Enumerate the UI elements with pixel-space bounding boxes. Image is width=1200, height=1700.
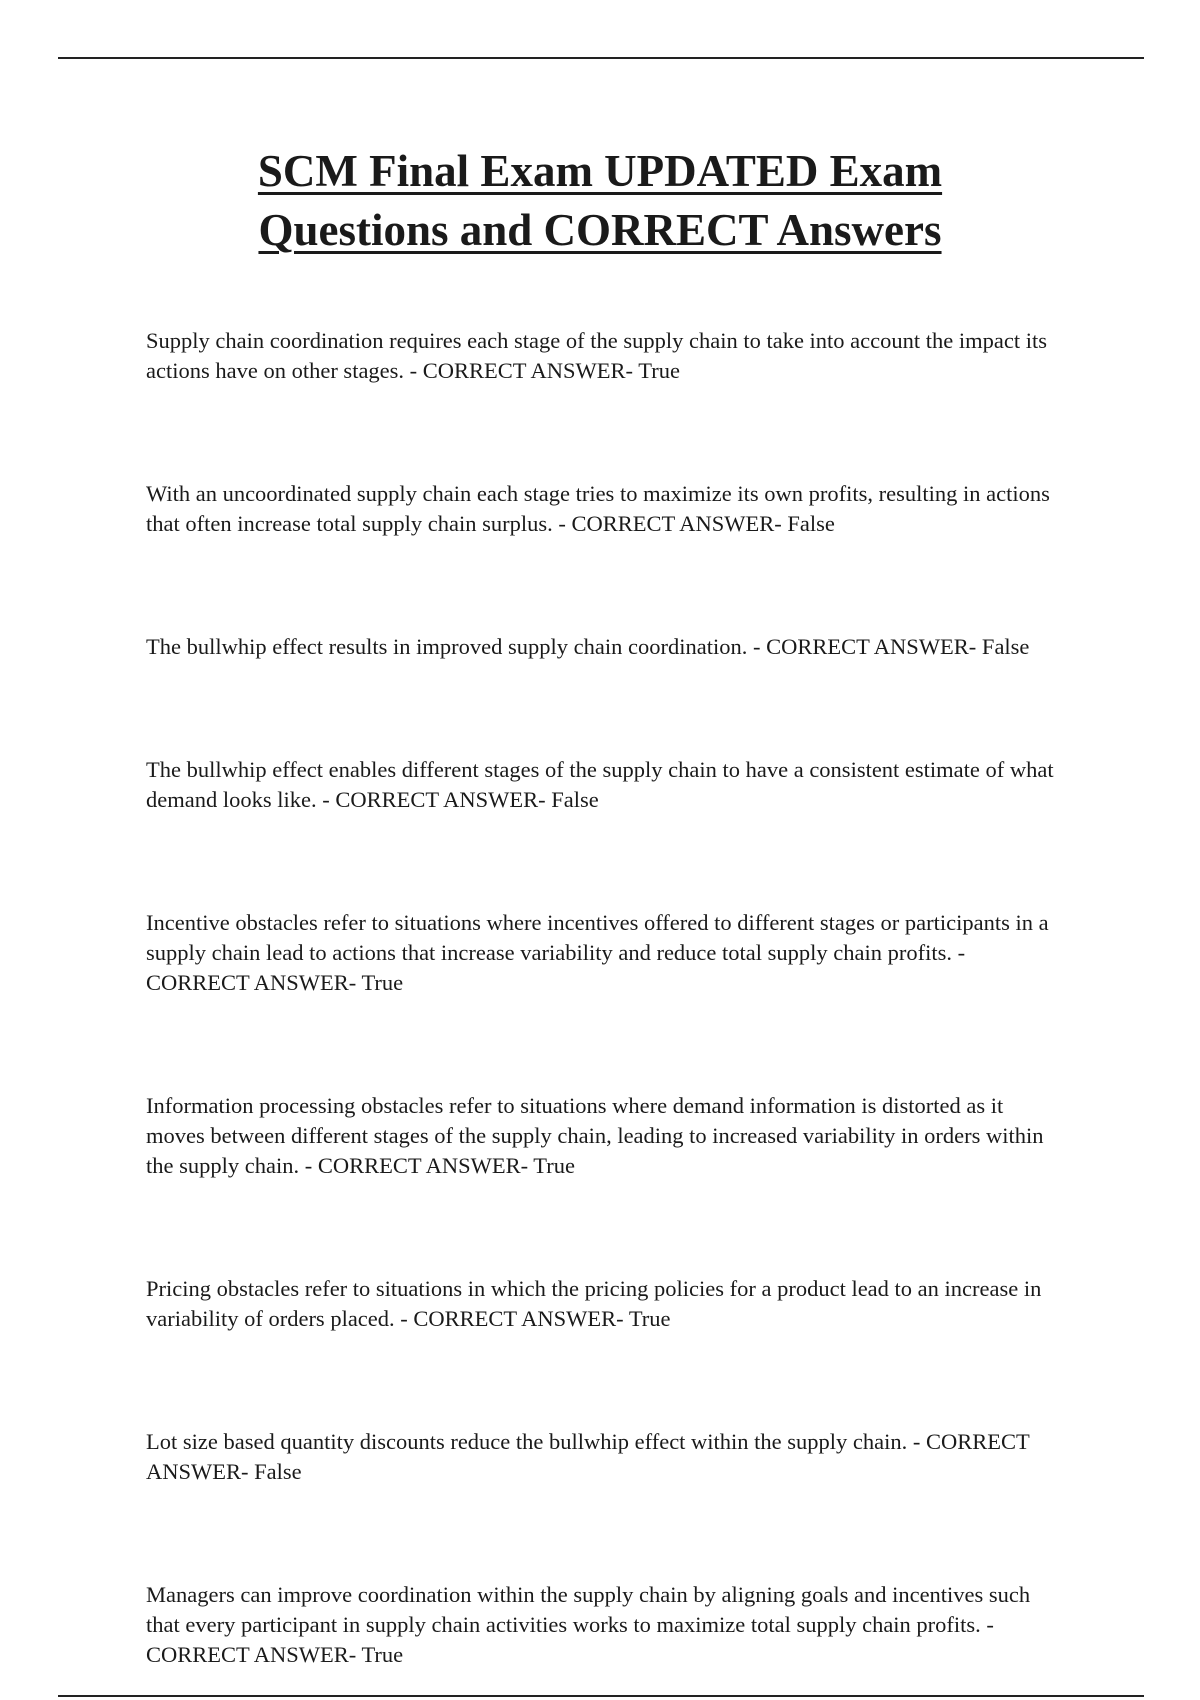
- qa-item: The bullwhip effect results in improved supply chain coordination. - CORRECT ANSWER- False: [146, 634, 1030, 659]
- qa-item: Lot size based quantity discounts reduce the bullwhip effect within the supply chain. - CORRECT ANSWER- False: [146, 1429, 1030, 1484]
- qa-item: Managers can improve coordination within the supply chain by aligning goals and incentives such that every participant in supply chain activities works to maximize total supply chain profits. - CORRECT ANSWER- True: [146, 1582, 1031, 1667]
- qa-item: Pricing obstacles refer to situations in which the pricing policies for a product lead to an increase in variability of orders placed. - CORRECT ANSWER- True: [146, 1276, 1042, 1331]
- qa-item: The bullwhip effect enables different stages of the supply chain to have a consistent estimate of what demand looks like. - CORRECT ANSWER- False: [146, 757, 1054, 812]
- top-divider: [58, 57, 1144, 59]
- question-answer-list: [146, 326, 1066, 1670]
- page-title: [0, 142, 1200, 260]
- bottom-divider: [58, 1695, 1144, 1697]
- title-line-1: SCM Final Exam UPDATED Exam: [257, 146, 943, 196]
- qa-item: With an uncoordinated supply chain each stage tries to maximize its own profits, resulting in actions that often increase total supply chain surplus. - CORRECT ANSWER- False: [146, 481, 1050, 536]
- qa-item: Incentive obstacles refer to situations where incentives offered to different stages or participants in a supply chain lead to actions that increase variability and reduce total supply chain profits. - CORRECT ANSWER- True: [146, 910, 1049, 995]
- qa-item: Information processing obstacles refer to situations where demand information is distorted as it moves between different stages of the supply chain, leading to increased variability in orders within the supply chain. - CORRECT ANSWER- True: [146, 1093, 1044, 1178]
- title-line-2: Questions and CORRECT Answers: [258, 205, 942, 255]
- qa-item: Supply chain coordination requires each stage of the supply chain to take into account the impact its actions have on other stages. - CORRECT ANSWER- True: [146, 328, 1047, 383]
